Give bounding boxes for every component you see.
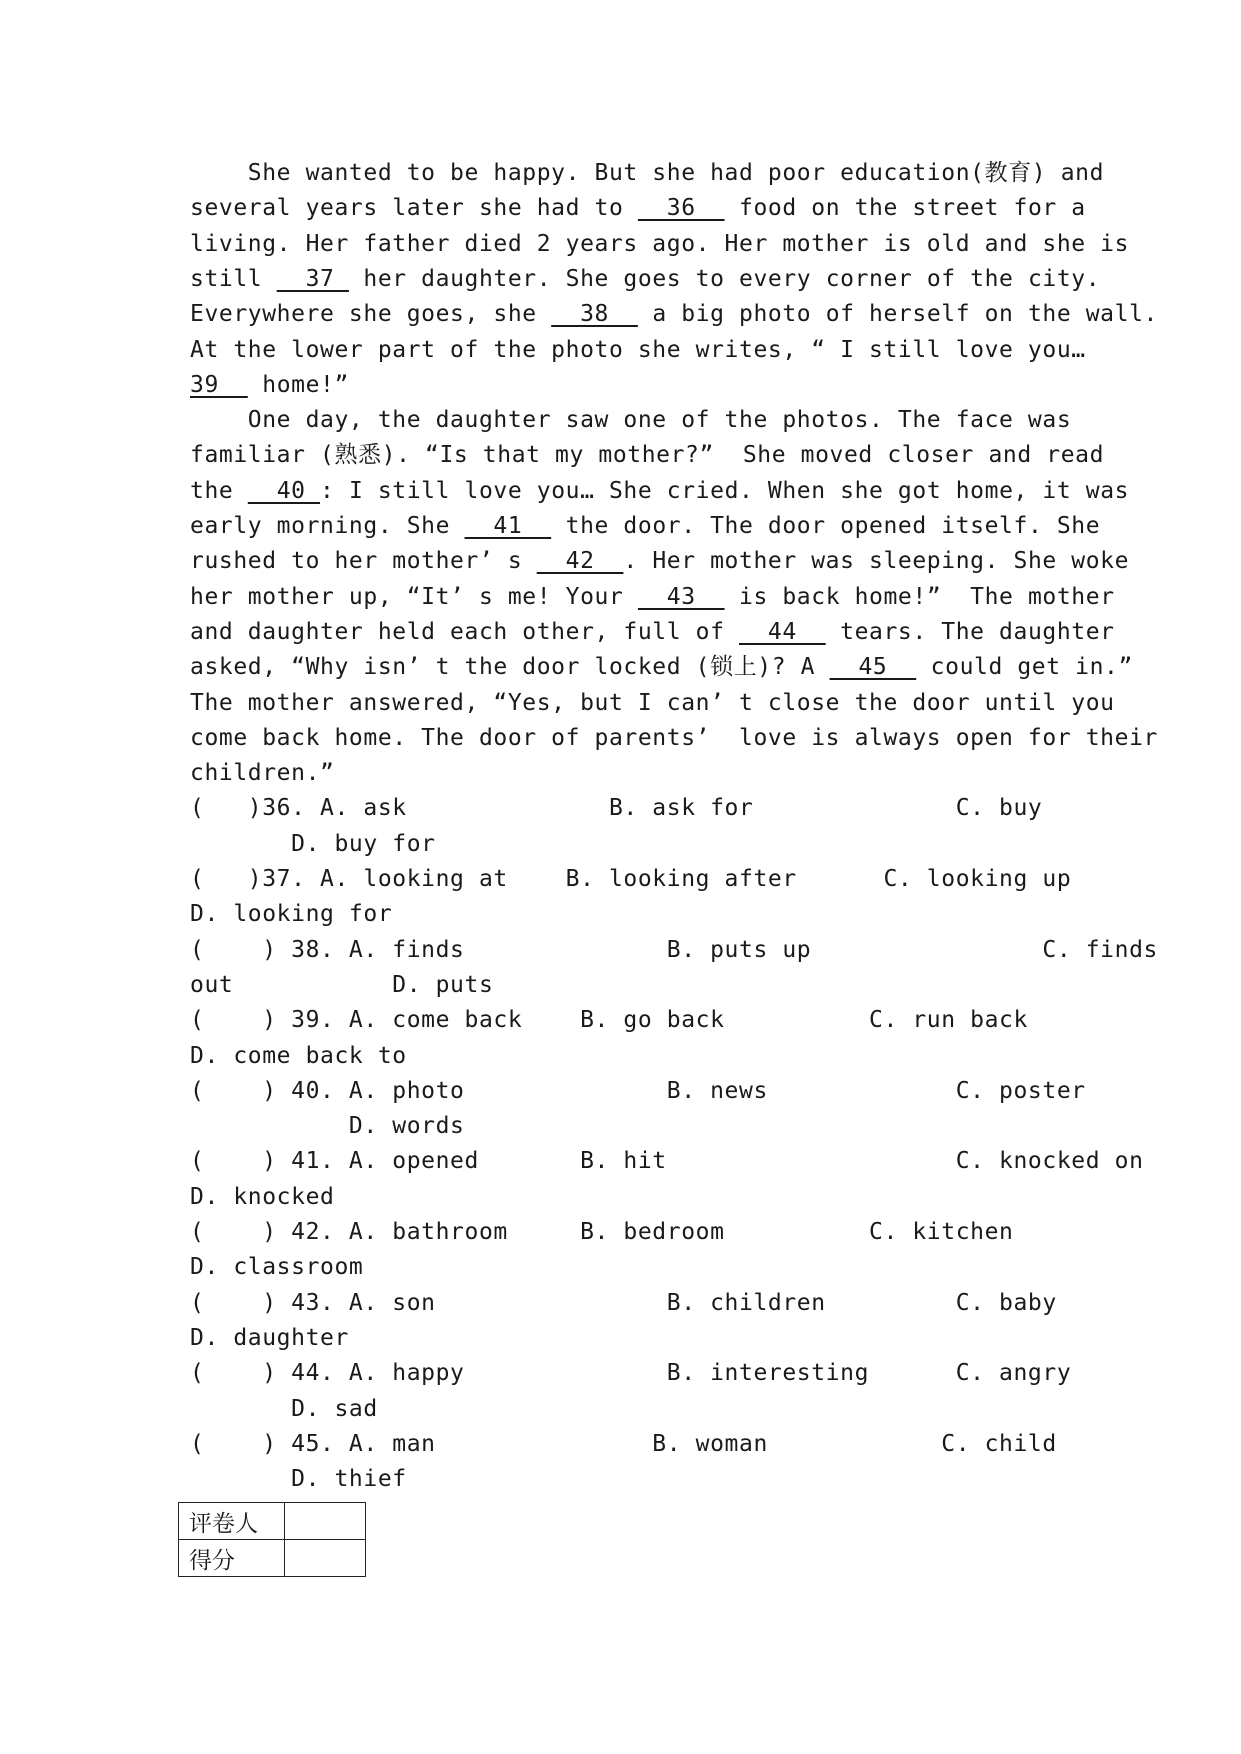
answer-blank: 40 — [247, 477, 321, 504]
question-option-line: D. knocked — [190, 1183, 335, 1210]
passage-text: rushed to her mother’ s — [190, 548, 537, 575]
passage-line — [190, 546, 1129, 576]
passage-text: and daughter held each other, full of — [190, 618, 739, 645]
passage-text: At the lower part of the photo she writes, “ I still love you… — [190, 336, 1086, 363]
question-line: ( ) 41. A. opened B. hit C. knocked on — [190, 1148, 1144, 1175]
passage-text: children.” — [190, 760, 335, 787]
passage-text: the door. The door opened itself. She — [551, 513, 1101, 539]
question-option-line: D. thief — [190, 1466, 407, 1493]
score-label: 得分 — [179, 1540, 285, 1577]
passage-text: her daughter. She goes to every corner of the city. — [348, 265, 1101, 292]
passage-line — [190, 229, 1129, 259]
question-line: ( ) 43. A. son B. children C. baby — [190, 1289, 1057, 1316]
passage-text: several years later she had to — [190, 195, 638, 222]
answer-blank: 39 — [190, 371, 248, 398]
score-box — [178, 1502, 366, 1577]
passage-line — [190, 370, 349, 400]
question-line: ( ) 44. A. happy B. interesting C. angry — [190, 1360, 1072, 1387]
answer-blank: 44 — [739, 618, 826, 645]
question-option-line: D. buy for — [190, 830, 436, 857]
reviewer-label: 评卷人 — [179, 1503, 285, 1540]
passage-line — [190, 758, 334, 788]
passage-text: is back home!” The mother — [724, 583, 1115, 610]
passage-line — [190, 335, 1086, 365]
reviewer-field[interactable] — [285, 1503, 366, 1540]
passage-text: the — [190, 477, 248, 504]
passage-text: her mother up, “It’ s me! Your — [190, 583, 638, 610]
passage-text: One day, the daughter saw one of the photos. The face was — [190, 407, 1072, 434]
answer-blank: 43 — [637, 583, 725, 610]
passage-line — [190, 723, 1158, 753]
passage-line — [190, 476, 1129, 506]
answer-blank: 38 — [551, 301, 638, 328]
passage-text: could get in.” — [916, 654, 1133, 681]
question-option-line: D. looking for — [190, 901, 393, 928]
passage-text: come back home. The door of parents’ love is always open for their — [190, 724, 1158, 751]
passage-text: early morning. She — [190, 513, 465, 539]
passage-text: asked, “Why isn’ t the door locked (锁上)? A — [190, 654, 830, 681]
question-option-line: D. classroom — [190, 1254, 364, 1281]
passage-line — [190, 299, 1158, 329]
passage-text: : I still love you… She cried. When she got home, it was — [320, 477, 1130, 504]
question-line: ( ) 40. A. photo B. news C. poster — [190, 1077, 1086, 1104]
passage-line — [190, 617, 1115, 647]
question-option-line: D. come back to — [190, 1042, 407, 1069]
passage-text: She wanted to be happy. But she had poor education(教育) and — [190, 160, 1105, 186]
question-line: ( )37. A. looking at B. looking after C. looking up — [190, 866, 1072, 892]
passage-text: familiar (熟悉). “Is that my mother?” She moved closer and read — [190, 442, 1105, 469]
passage-text: The mother answered, “Yes, but I can’ t close the door until you — [190, 689, 1115, 716]
question-line: ( ) 39. A. come back B. go back C. run back — [190, 1007, 1028, 1034]
passage-text: home!” — [247, 371, 349, 398]
score-row — [179, 1540, 366, 1577]
passage-line — [190, 158, 1104, 188]
passage-line — [190, 264, 1100, 294]
question-line: ( ) 45. A. man B. woman C. child — [190, 1430, 1057, 1457]
passage-text: a big photo of herself on the wall. — [637, 301, 1158, 328]
question-option-line: D. words — [190, 1113, 465, 1140]
passage-line — [190, 582, 1115, 612]
passage-line — [190, 688, 1115, 718]
question-option-line: out D. puts — [190, 971, 494, 998]
passage-text: tears. The daughter — [825, 618, 1115, 645]
passage-line — [190, 405, 1071, 435]
question-line: ( )36. A. ask B. ask for C. buy — [190, 795, 1043, 822]
passage-line — [190, 652, 1133, 682]
answer-blank: 45 — [829, 654, 917, 681]
passage-text: food on the street for a — [724, 195, 1086, 222]
question-line: ( ) 42. A. bathroom B. bedroom C. kitchen — [190, 1219, 1014, 1245]
passage-line — [190, 440, 1104, 470]
passage-line — [190, 193, 1086, 223]
passage-text: . Her mother was sleeping. She woke — [623, 548, 1130, 575]
answer-blank: 36 — [637, 195, 725, 222]
answer-blank: 37 — [276, 265, 349, 292]
passage-text: Everywhere she goes, she — [190, 301, 552, 328]
passage-text: living. Her father died 2 years ago. Her mother is old and she is — [190, 230, 1130, 257]
passage-line — [190, 511, 1100, 541]
question-line: ( ) 38. A. finds B. puts up C. finds — [190, 936, 1158, 963]
passage-text: still — [190, 265, 277, 292]
score-field[interactable] — [285, 1540, 366, 1577]
answer-blank: 41 — [464, 513, 552, 539]
question-option-line: D. daughter — [190, 1324, 349, 1351]
answer-blank: 42 — [536, 548, 624, 575]
question-option-line: D. sad — [190, 1395, 378, 1422]
reviewer-row — [179, 1503, 366, 1540]
